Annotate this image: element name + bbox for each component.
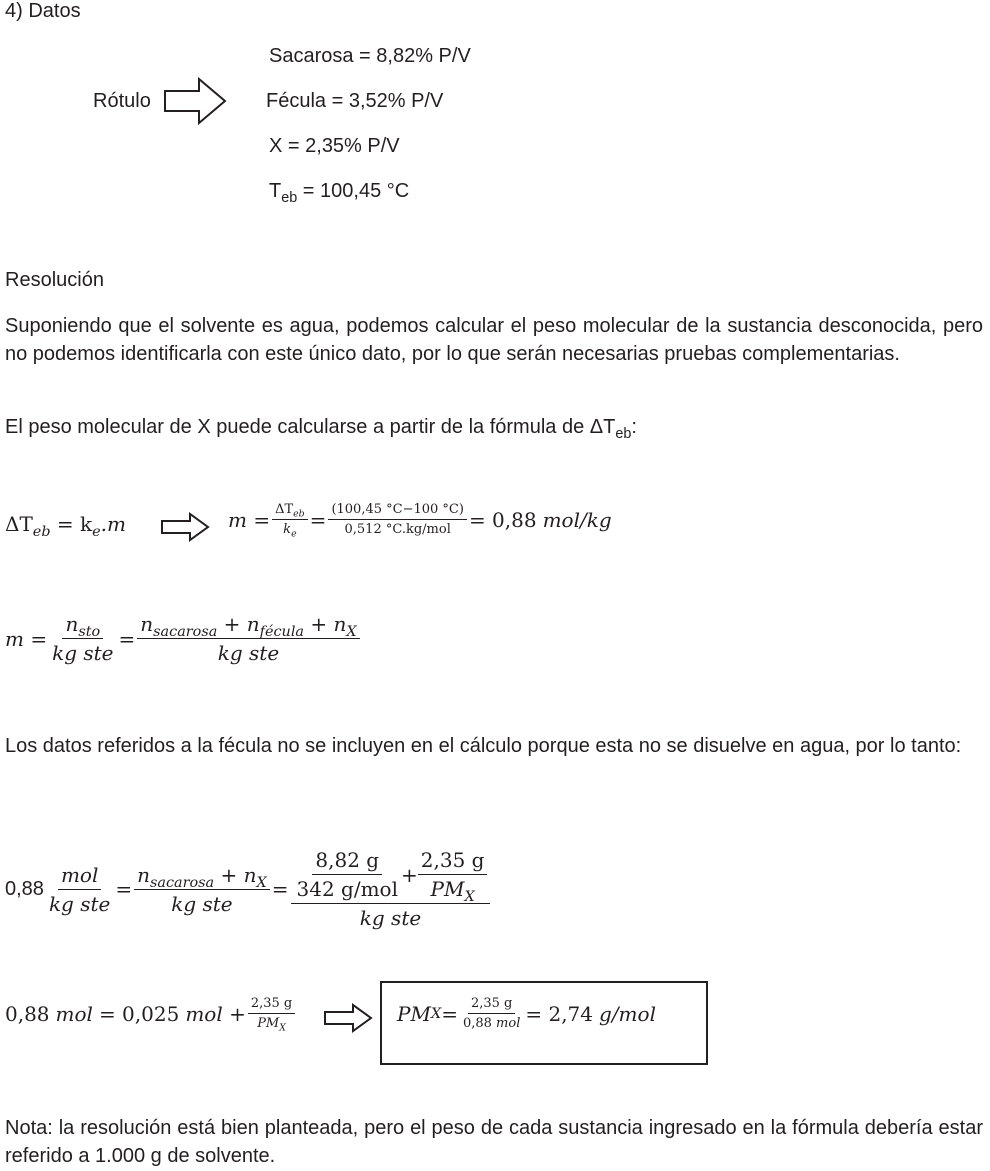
fecula-value: Fécula = 3,52% P/V (266, 90, 444, 112)
resolucion-paragraph-3: Los datos referidos a la fécula no se incluyen en el cálculo porque esta no se disuelve en agua, por lo tanto: (5, 735, 962, 757)
section-heading: 4) Datos (5, 0, 81, 22)
x-value: X = 2,35% P/V (269, 135, 400, 157)
equation-molality-definition: m = $\frac{n_{sto}}{\text{kg ste}}$ = $\frac{n_{sacarosa} + n_{fécula} + n_X}{\text{kg ste}}$ (5, 612, 362, 665)
note-paragraph: Nota: la resolución está bien planteada, pero el peso de cada sustancia ingresado en la fórmula debería estar referido a 1.000 g de solvente. (5, 1117, 983, 1167)
equation-balance: 0,88 mol = 0,025 mol + $\frac{2,35 g}{PM_X}$ (5, 996, 297, 1031)
fraction-mol-over-kg: $\frac{\text{mol}}{\text{kg ste}}$ (48, 862, 111, 916)
equation-molality-calc: m = $\frac{\Delta T_{eb}}{k_e}$ = $\frac{(100,45 ^\circ C-100 ^\circ C)}{\text{0,512 °C.kg/mol}}$ = 0,88 mol/kg (228, 502, 612, 540)
fraction-moles-over-kg: $\frac{n_{sacarosa} + n_X}{\text{kg ste}}$ (134, 863, 270, 916)
result-equation: PM X = $\frac{2,35 g}{\text{0,88 mol}}$ = 2,74 g/mol (397, 996, 656, 1031)
arrow-right-icon (323, 1003, 373, 1033)
rotulo-label: Rótulo (93, 90, 151, 112)
resolucion-title: Resolución (5, 269, 104, 291)
arrow-right-icon (163, 77, 227, 125)
teb-value: $T_{eb} = 100,45$ °C (269, 180, 410, 207)
fraction-nsto-over-kg: $\frac{n_{sto}}{\text{kg ste}}$ (52, 612, 114, 665)
fraction-sum-over-kg: $\frac{n_{sacarosa} + n_{fécula} + n_X}{\text{kg ste}}$ (137, 612, 359, 665)
arrow-right-icon (160, 512, 210, 542)
equation-substitution: 0,88 $\frac{\text{mol}}{\text{kg ste}}$ = $\frac{n_{sacarosa} + n_X}{\text{kg ste}}$ = $\frac{8,82 g}{\text{342 g/mol}}$ + $\frac{2,35 g}{PM_X}$ kg ste (5, 848, 492, 930)
fraction-delta-over-k: $\frac{\Delta T_{eb}}{k_e}$ (272, 502, 308, 537)
fraction-mass-over-pm: $\frac{2,35 g}{PM_X}$ (248, 996, 295, 1031)
resolucion-paragraph-2: El peso molecular de X puede calcularse a partir de la fórmula de $\Delta T_{eb}$: (5, 416, 637, 443)
resolucion-paragraph-1: Suponiendo que el solvente es agua, podemos calcular el peso molecular de la sustancia desconocida, pero no podemos identificarla con este único dato, por lo que serán necesarias pruebas complementarias. (5, 315, 983, 365)
sacarosa-value: Sacarosa = 8,82% P/V (269, 45, 471, 67)
fraction-result: $\frac{2,35 g}{\text{0,88 mol}}$ (462, 996, 521, 1031)
fraction-temperature-over-constant: $\frac{(100,45 ^\circ C-100 ^\circ C)}{\text{0,512 °C.kg/mol}}$ (328, 502, 467, 537)
fraction-compound: $\frac{8,82 g}{\text{342 g/mol}}$ + $\frac{2,35 g}{PM_X}$ kg ste (291, 848, 491, 930)
equation-delta-teb: $\Delta T_{eb} = k_e.m$ (5, 512, 126, 541)
